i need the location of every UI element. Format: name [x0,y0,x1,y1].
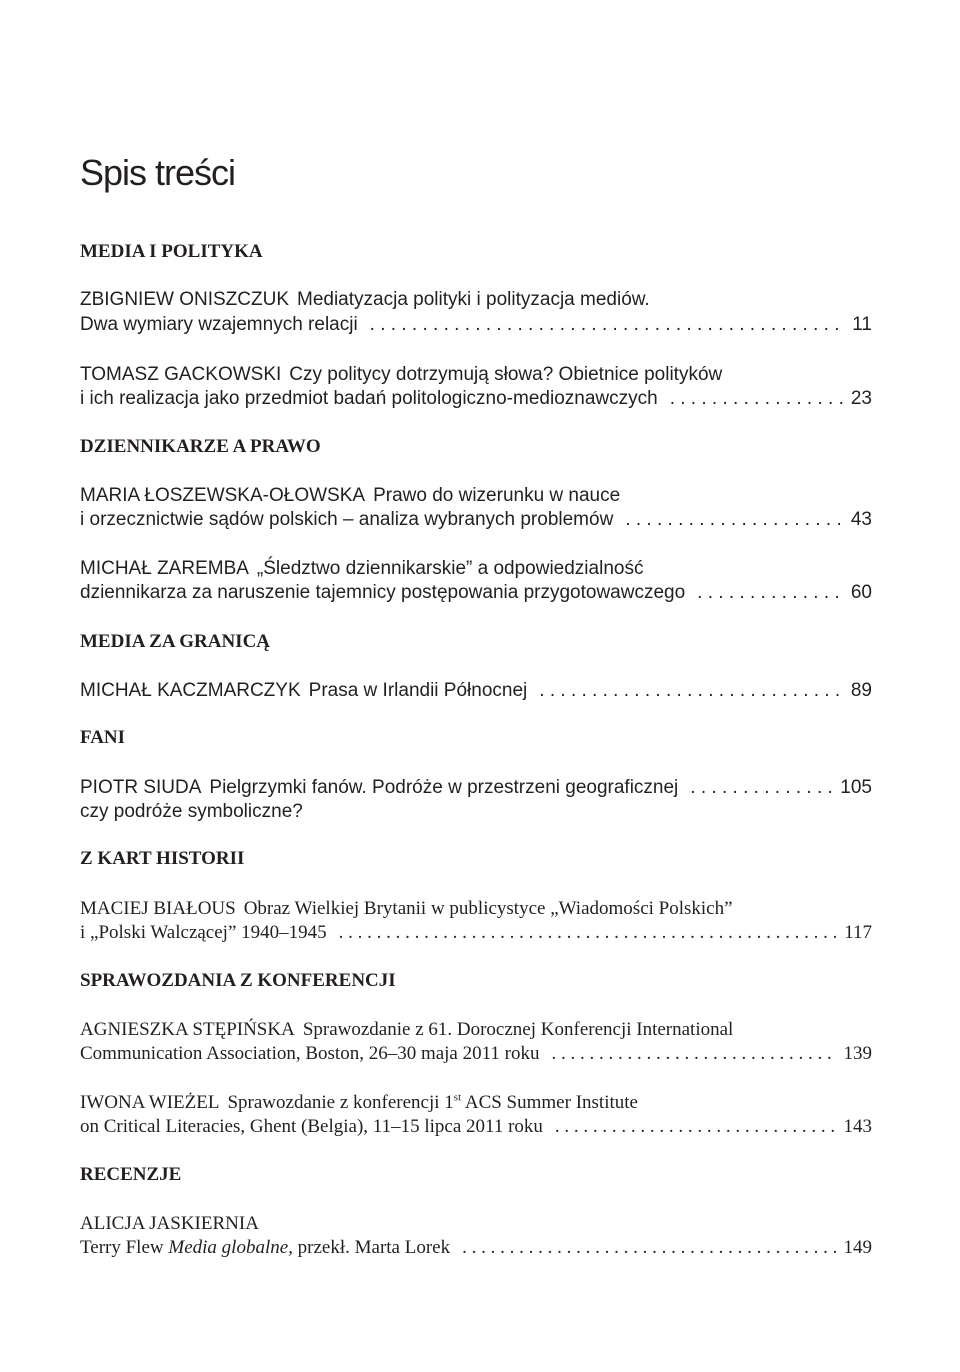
entry-title: Czy politycy dotrzymują słowa? Obietnice polityków [289,364,723,385]
entry-title: Mediatyzacja polityki i polityzacja mediów. [297,289,650,310]
page-number: 139 [843,1043,872,1064]
entry-text [80,1236,450,1260]
section-heading: Z KART HISTORII [80,848,245,869]
toc-entry-line [80,484,872,508]
entry-title: Obraz Wielkiej Brytanii w publicystyce „Wiadomości Polskich” [243,898,733,919]
dot-leader [539,679,843,703]
page-number: 149 [843,1237,872,1258]
entry-title-cont: i „Polski Walczącej” 1940–1945 [80,922,327,943]
entry-author: ALICJA JASKIERNIA [80,1213,259,1234]
toc-entry-line [80,1042,872,1066]
dot-leader [690,776,832,800]
dot-leader [555,1115,836,1139]
dot-leader [339,921,837,945]
toc-entry-line [80,897,872,921]
toc-entry-line [80,387,872,411]
dot-leader [552,1042,836,1066]
entry-title: Prawo do wizerunku w nauce [373,485,621,506]
dot-leader [462,1236,835,1260]
page-number: 89 [850,680,872,701]
section-heading: MEDIA I POLITYKA [80,241,263,262]
section-heading: FANI [80,727,126,748]
page-number: 143 [843,1116,872,1137]
entry-title: Prasa w Irlandii Północnej [308,680,528,701]
entry-author: MARIA ŁOSZEWSKA-OŁOWSKA [80,485,366,506]
entry-title-cont: dziennikarza za naruszenie tajemnicy postępowania przygotowawczego [80,582,686,603]
entry-title-rest: przekł. Marta Lorek [292,1237,451,1258]
entry-title: Pielgrzymki fanów. Podróże w przestrzeni geograficznej [209,777,679,798]
entry-title: Sprawozdanie z 61. Dorocznej Konferencji International [302,1019,734,1040]
section-heading: RECENZJE [80,1164,182,1185]
entry-author: TOMASZ GACKOWSKI [80,364,282,385]
toc-entry-line [80,288,872,312]
page-number: 117 [844,922,872,943]
entry-title-cont: i ich realizacja jako przedmiot badań politologiczno-medioznawczych [80,388,658,409]
toc-entry-line [80,1018,872,1042]
dot-leader [625,508,843,532]
toc-entry-line [80,508,872,532]
toc-entry-line [80,1115,872,1139]
entry-author: MICHAŁ KACZMARCZYK [80,680,301,701]
page-number: 23 [850,388,872,409]
entry-title-cont: i orzecznictwie sądów polskich – analiza wybranych problemów [80,509,614,530]
toc-entry-line [80,921,872,945]
entry-title-cont: czy podróże symboliczne? [80,801,303,822]
toc-entry-line [80,679,872,703]
entry-author: MICHAŁ ZAREMBA [80,558,249,579]
toc-entry-line [80,1091,872,1115]
entry-title-rest: ACS Summer Institute [461,1092,638,1113]
entry-author: ZBIGNIEW ONISZCZUK [80,289,289,310]
entry-title: Terry Flew [80,1237,169,1258]
section-heading: DZIENNIKARZE A PRAWO [80,436,321,457]
section-heading: MEDIA ZA GRANICĄ [80,631,271,652]
page-number: 43 [850,509,872,530]
entry-text [80,679,527,703]
toc-entry-line [80,1236,872,1260]
entry-text [80,776,678,800]
toc-entry-line [80,363,872,387]
entry-title-cont: Communication Association, Boston, 26–30 maja 2011 roku [80,1043,540,1064]
toc-entry-line [80,1212,872,1236]
toc-entry-line [80,557,872,581]
page-number: 11 [852,314,872,335]
page-number: 105 [840,777,872,798]
toc-entry-line [80,581,872,605]
toc-entry-line [80,776,872,800]
dot-leader [370,313,845,337]
entry-author: MACIEJ BIAŁOUS [80,898,236,919]
entry-author: IWONA WIEŻEL [80,1092,220,1113]
book-title: Media globalne, [168,1237,293,1258]
toc-entry-line [80,313,872,337]
entry-title: Sprawozdanie z konferencji 1 [227,1092,454,1113]
section-heading: SPRAWOZDANIA Z KONFERENCJI [80,970,396,991]
entry-author: PIOTR SIUDA [80,777,202,798]
page-number: 60 [850,582,872,603]
entry-title: „Śledztwo dziennikarskie” a odpowiedzialność [256,558,644,579]
page-title: Spis treści [80,152,236,193]
superscript: st [453,1091,462,1104]
dot-leader [697,581,843,605]
toc-entry-line [80,800,872,824]
entry-title-cont: on Critical Literacies, Ghent (Belgia), 11–15 lipca 2011 roku [80,1116,543,1137]
entry-author: AGNIESZKA STĘPIŃSKA [80,1019,295,1040]
dot-leader [670,387,843,411]
entry-title-cont: Dwa wymiary wzajemnych relacji [80,314,358,335]
